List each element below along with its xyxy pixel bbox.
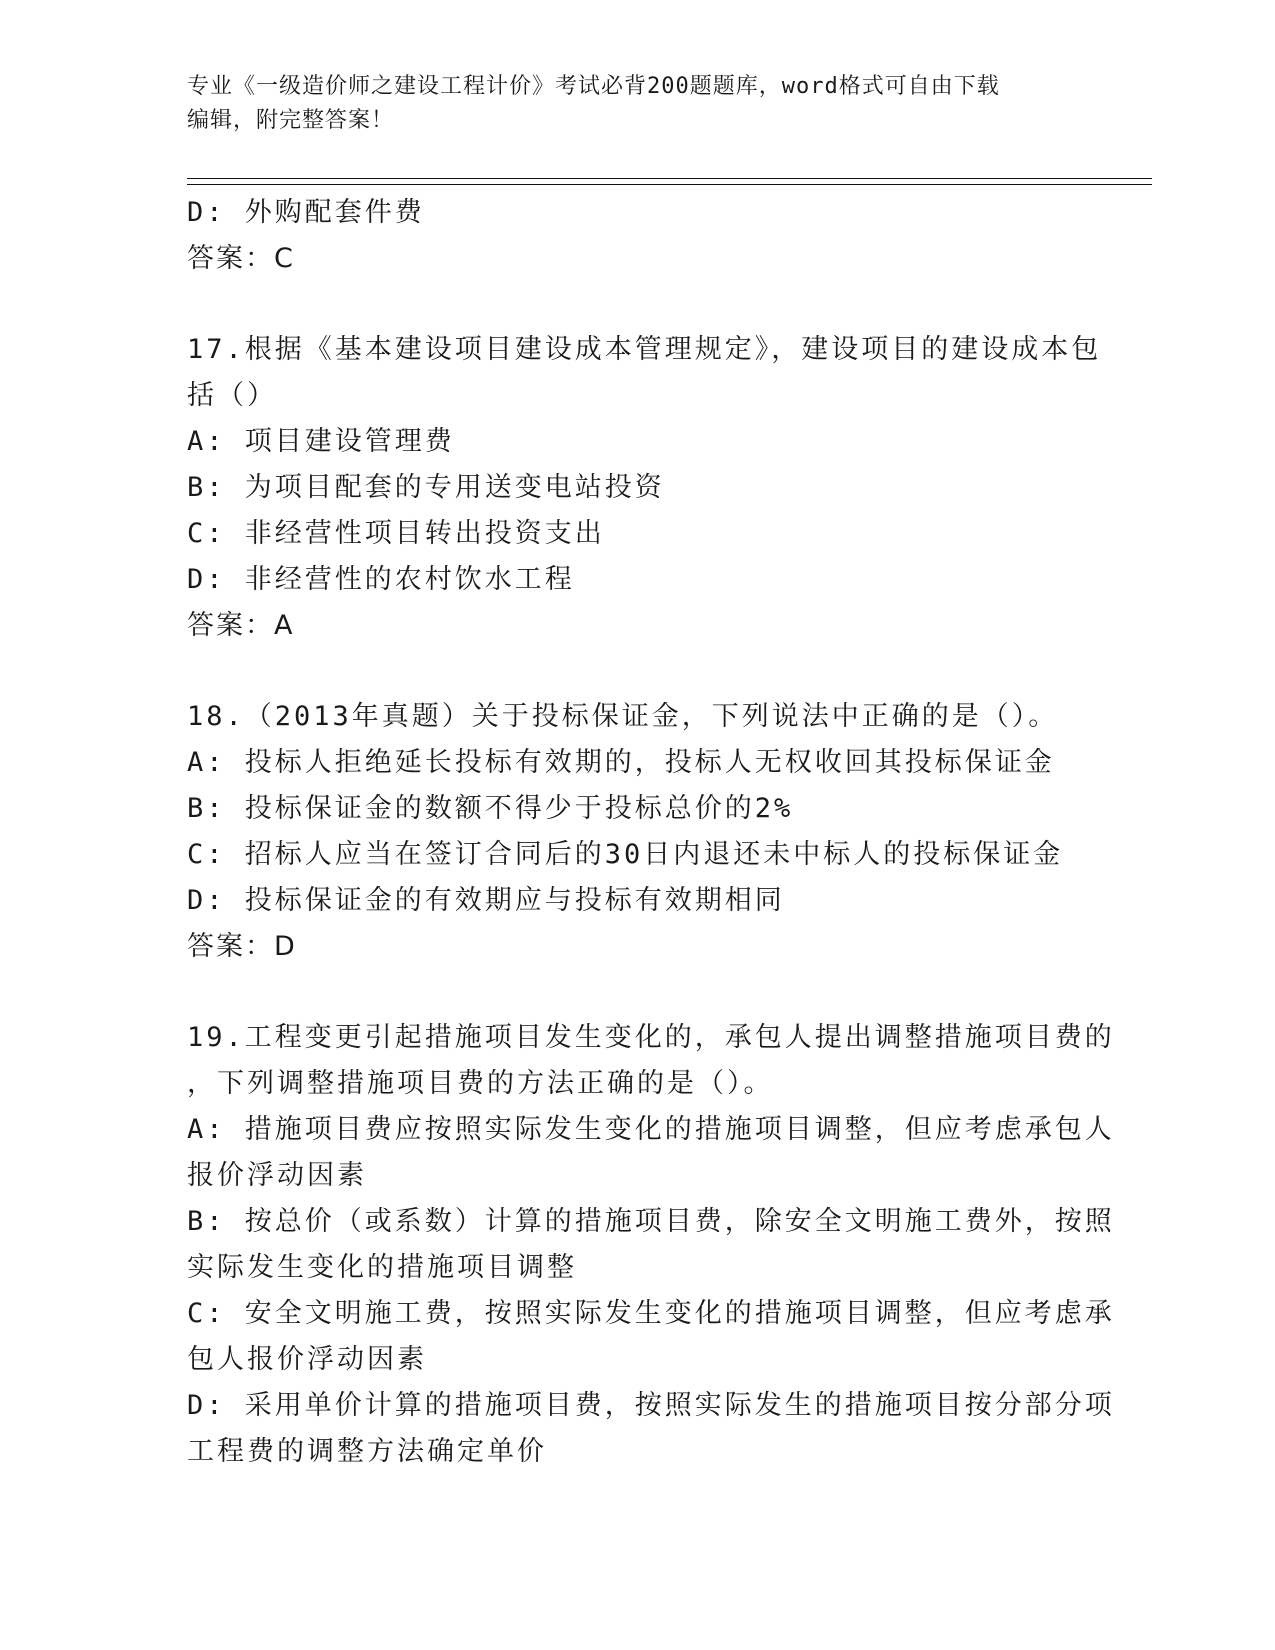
q18-option-b: B: 投标保证金的数额不得少于投标总价的2% xyxy=(187,793,794,824)
q19-option-a-line1: A: 措施项目费应按照实际发生变化的措施项目调整，但应考虑承包人 xyxy=(187,1114,1115,1145)
question-18 xyxy=(187,694,1077,970)
q19-option-a-line2: 报价浮动因素 xyxy=(187,1160,367,1191)
document-header xyxy=(187,70,1087,138)
q17-stem-line2: 括（） xyxy=(187,380,277,411)
q17-stem-line1: 17.根据《基本建设项目建设成本管理规定》，建设项目的建设成本包 xyxy=(187,334,1102,365)
q19-option-d-line1: D: 采用单价计算的措施项目费，按照实际发生的措施项目按分部分项 xyxy=(187,1390,1115,1421)
q17-option-a: A: 项目建设管理费 xyxy=(187,426,455,457)
q17-option-c: C: 非经营性项目转出投资支出 xyxy=(187,518,605,549)
spacer xyxy=(187,970,1077,1015)
q16-option-d: D: 外购配套件费 xyxy=(187,197,425,228)
q16-answer: 答案：C xyxy=(187,243,295,274)
q19-option-b-line2: 实际发生变化的措施项目调整 xyxy=(187,1252,577,1283)
q18-option-d: D: 投标保证金的有效期应与投标有效期相同 xyxy=(187,885,785,916)
q18-option-a: A: 投标人拒绝延长投标有效期的，投标人无权收回其投标保证金 xyxy=(187,747,1055,778)
q18-option-c: C: 招标人应当在签订合同后的30日内退还未中标人的投标保证金 xyxy=(187,839,1064,870)
q19-option-b-line1: B: 按总价（或系数）计算的措施项目费，除安全文明施工费外，按照 xyxy=(187,1206,1115,1237)
question-17 xyxy=(187,327,1102,649)
question-16-tail xyxy=(187,190,1077,282)
q19-stem-line2: ，下列调整措施项目费的方法正确的是（）。 xyxy=(187,1068,774,1099)
header-divider-top xyxy=(187,178,1152,179)
q18-answer: 答案：D xyxy=(187,931,297,962)
header-title-line1: 专业《一级造价师之建设工程计价》考试必背200题题库，word格式可自由下载 xyxy=(187,74,1000,99)
question-list xyxy=(187,190,1115,1475)
q19-option-c-line1: C: 安全文明施工费，按照实际发生变化的措施项目调整，但应考虑承 xyxy=(187,1298,1115,1329)
q19-stem-line1: 19.工程变更引起措施项目发生变化的，承包人提出调整措施项目费的 xyxy=(187,1022,1115,1053)
q17-option-d: D: 非经营性的农村饮水工程 xyxy=(187,564,575,595)
question-19 xyxy=(187,1015,1115,1475)
q17-option-b: B: 为项目配套的专用送变电站投资 xyxy=(187,472,665,503)
header-divider-bottom xyxy=(187,184,1152,185)
spacer xyxy=(187,649,1077,694)
q17-answer: 答案：A xyxy=(187,610,295,641)
q19-option-d-line2: 工程费的调整方法确定单价 xyxy=(187,1436,547,1467)
q19-option-c-line2: 包人报价浮动因素 xyxy=(187,1344,427,1375)
q18-stem: 18.（2013年真题）关于投标保证金，下列说法中正确的是（）。 xyxy=(187,701,1059,732)
header-title-line2: 编辑，附完整答案！ xyxy=(187,108,395,133)
spacer xyxy=(187,282,1077,327)
